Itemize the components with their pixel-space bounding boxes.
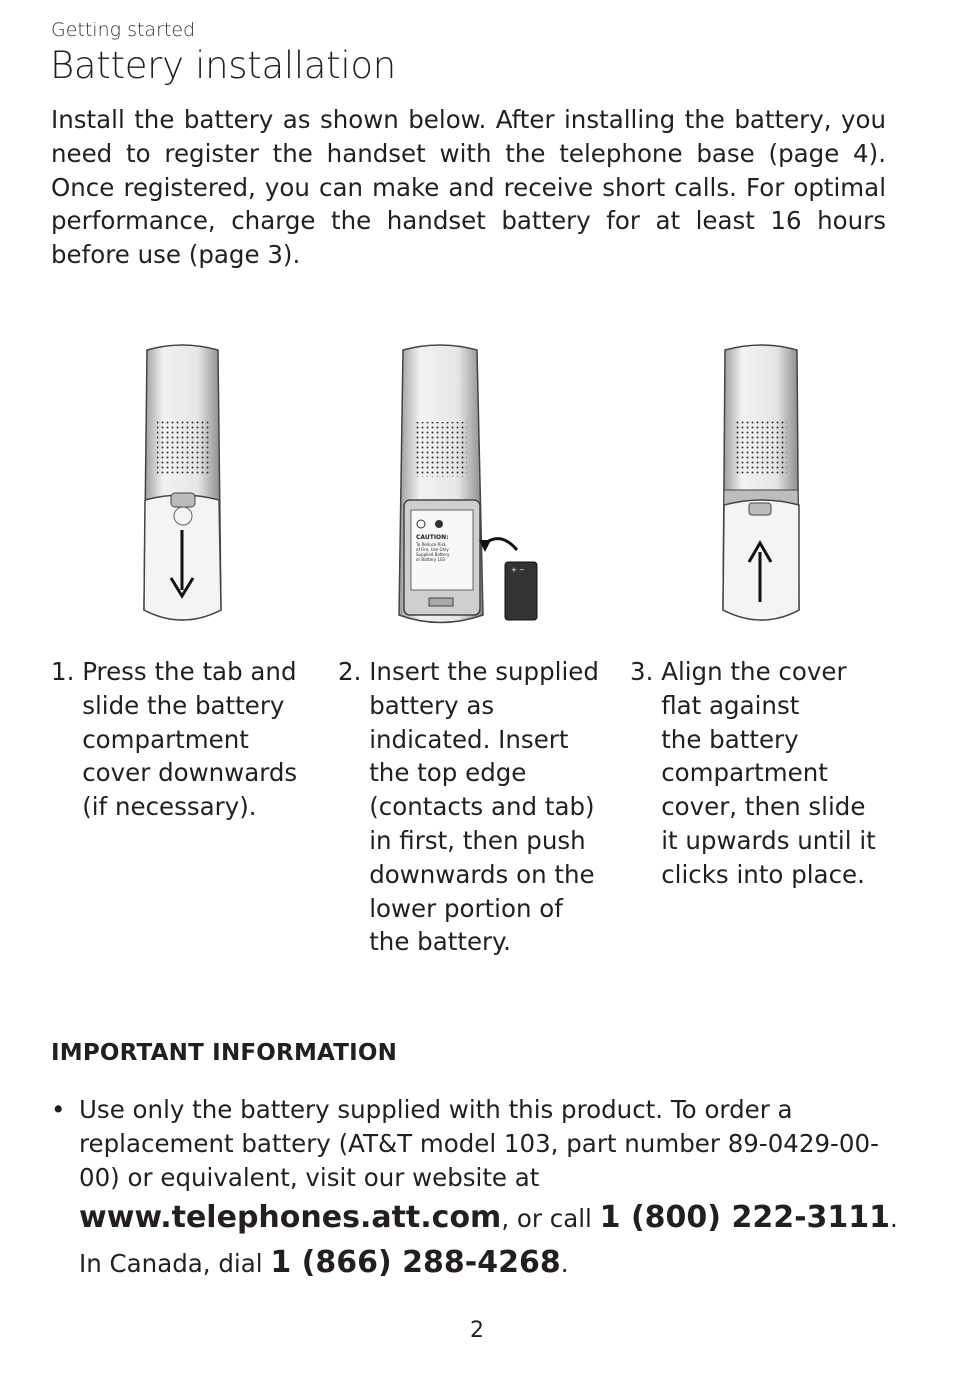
period: . [560, 1249, 569, 1279]
svg-text:+ −: + − [511, 566, 525, 574]
bullet-body [79, 1093, 899, 1284]
canada-line [79, 1243, 899, 1284]
website-link[interactable]: www.telephones.att.com [79, 1200, 502, 1236]
page-number: 2 [470, 1318, 484, 1343]
bullet-text: Use only the battery supplied with this product. To order a replacement battery (AT&T model 103, part number 89-0429-00-00) or equivalent, visit our website at [79, 1095, 879, 1192]
intro-paragraph: Install the battery as shown below. After installing the battery, you need to register the handset with the telephone base (page 4). Once registered, you can make and receive short calls. For optimal performance, charge the handset battery for at least 16 hours before use (page 3). [51, 105, 886, 270]
step-number: 2. [338, 657, 362, 686]
figure-step-1 [135, 340, 230, 630]
canada-prefix: In Canada, dial [79, 1249, 271, 1279]
figure-step-3 [715, 340, 810, 630]
figure-step-2 [395, 340, 545, 630]
step-number: 1. [51, 657, 75, 686]
caution-line-4: or Battery 103 [416, 557, 446, 562]
page-title: Battery installation [50, 44, 396, 87]
step-2 [338, 655, 618, 959]
or-call-text: , or call [501, 1204, 600, 1234]
important-heading: IMPORTANT INFORMATION [51, 1040, 398, 1066]
handset-illustration-2 [395, 340, 545, 630]
phone-canada: 1 (866) 288-4268 [270, 1245, 561, 1281]
caution-title: CAUTION: [416, 534, 449, 541]
handset-illustration-3 [715, 340, 810, 630]
caution-line-2: of Fire, Use Only [416, 547, 449, 552]
step-3 [630, 655, 910, 892]
caution-line-1: To Reduce Risk [416, 542, 446, 547]
step-text: Align the cover flat against the battery compartment cover, then slide it upwards until it clicks into place. [661, 657, 876, 889]
step-number: 3. [630, 657, 654, 686]
step-text: Insert the supplied battery as indicated. Insert the top edge (contacts and tab) in first, then push downwards on the lower portion of the battery. [369, 657, 599, 957]
handset-illustration-1 [135, 340, 230, 630]
step-text: Press the tab and slide the battery compartment cover downwards (if necessary). [82, 657, 298, 822]
section-label: Getting started [51, 19, 196, 41]
bullet-icon: • [51, 1095, 66, 1124]
phone-us: 1 (800) 222-3111 [599, 1200, 891, 1236]
step-1 [51, 655, 321, 824]
period: . [890, 1204, 898, 1234]
caution-line-3: Supplied Battery [416, 552, 450, 557]
contact-line [79, 1198, 899, 1239]
